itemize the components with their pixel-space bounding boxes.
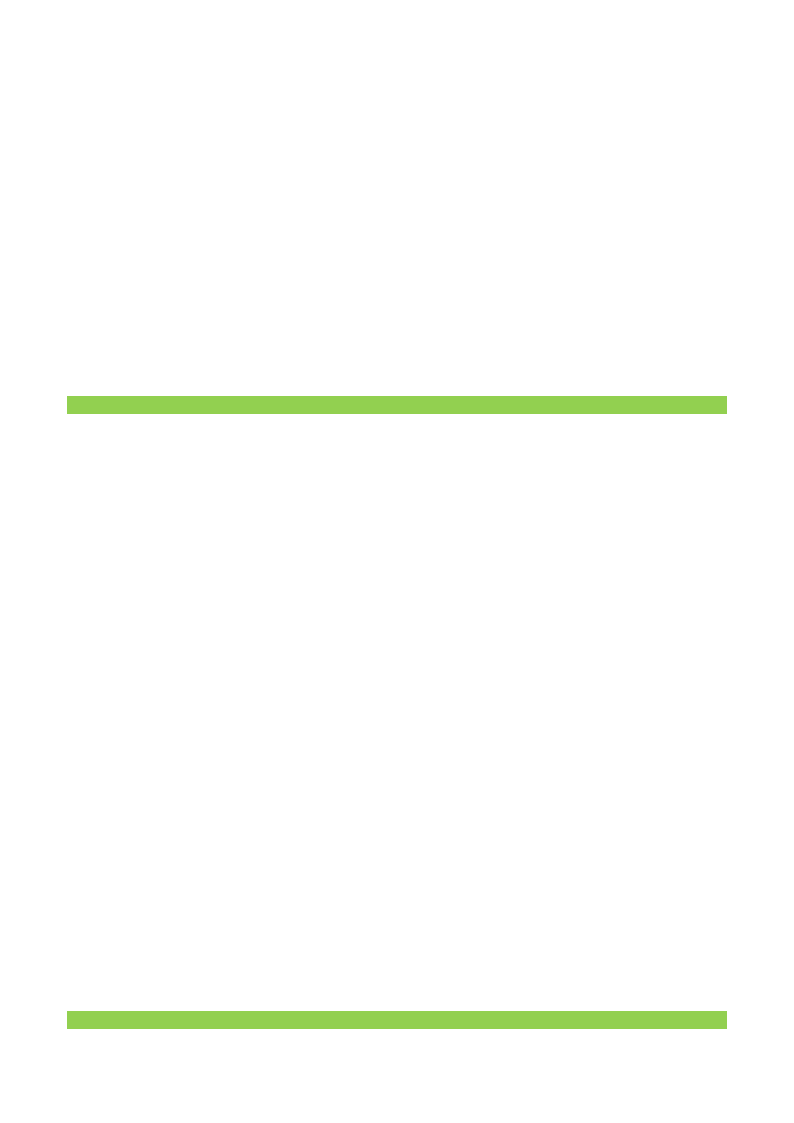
header-team <box>363 414 436 436</box>
header-total <box>667 414 727 436</box>
header-fox <box>579 1029 667 1051</box>
category-title <box>137 1011 727 1029</box>
category-bar-m40 <box>67 396 727 414</box>
header-place <box>67 1029 137 1051</box>
header-name <box>137 1029 363 1051</box>
category-bar-m50 <box>67 1011 727 1029</box>
header-name <box>137 414 363 436</box>
header-fox <box>579 414 667 436</box>
header-call <box>436 1029 507 1051</box>
header-run-time <box>507 414 579 436</box>
category-code <box>67 1011 137 1029</box>
header-total <box>667 1029 727 1051</box>
header-run-time <box>507 1029 579 1051</box>
column-header-row <box>67 1029 727 1051</box>
results-table-m40 <box>67 396 727 436</box>
header-place <box>67 414 137 436</box>
header-team <box>363 1029 436 1051</box>
column-header-row <box>67 414 727 436</box>
results-table-m50 <box>67 1011 727 1051</box>
header-call <box>436 414 507 436</box>
category-title <box>137 396 727 414</box>
category-code <box>67 396 137 414</box>
